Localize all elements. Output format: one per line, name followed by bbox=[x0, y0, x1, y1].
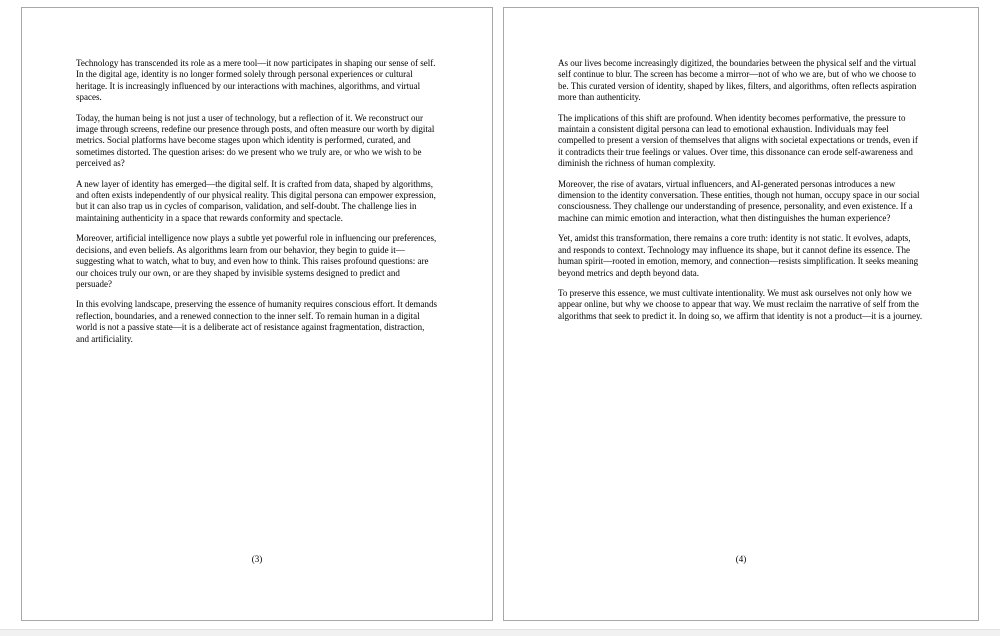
paragraph: Technology has transcended its role as a mere tool—it now participates in shaping our sense of self. In the digital age, identity is no longer formed solely through personal experiences or cultural heritage. It is increasingly influenced by our interactions with machines, algorithms, and virtual spaces. bbox=[76, 58, 436, 103]
paragraph: Yet, amidst this transformation, there remains a core truth: identity is not static. It evolves, adapts, and responds to context. Technology may influence its shape, but it cannot define its essence. The human spirit—rooted in emotion, memory, and connection—resists simplification. It seeks meaning beyond metrics and depth beyond data. bbox=[558, 233, 919, 278]
paragraph: Today, the human being is not just a user of technology, but a reflection of it. We reconstruct our image through screens, redefine our presence through posts, and often measure our worth by digital metrics. Social platforms have become stages upon which identity is performed, curated, and sometimes distorted. The question arises: do we present who we truly are, or who we wish to be perceived as? bbox=[76, 112, 435, 169]
paragraph: Moreover, artificial intelligence now plays a subtle yet powerful role in influencing our preferences, decisions, and even beliefs. As algorithms learn from our behavior, they begin to guide it—suggesting what to watch, what to buy, and even how to think. This raises profound questions: are our choices truly our own, or are they shaped by invisible systems designed to predict and persuade? bbox=[76, 233, 437, 289]
paragraph: To preserve this essence, we must cultivate intentionality. We must ask ourselves not only how we appear online, but why we choose to appear that way. We must reclaim the narrative of self from the algorithms that seek to predict it. In doing so, we affirm that identity is not a product—it is a journey. bbox=[558, 287, 923, 321]
document-page-3[interactable] bbox=[21, 7, 493, 621]
page-text-area bbox=[22, 8, 492, 345]
paragraph: Moreover, the rise of avatars, virtual influencers, and AI-generated personas introduces a new dimension to the identity conversation. These entities, though not human, occupy space in our social consciousness. They challenge our understanding of presence, personality, and even existence. If a machine can mimic emotion and interaction, what then distinguishes the human experience? bbox=[558, 178, 920, 223]
page-number: (4) bbox=[735, 554, 747, 564]
horizontal-scrollbar[interactable] bbox=[0, 629, 1000, 636]
document-page-4[interactable] bbox=[503, 7, 979, 621]
paragraph: In this evolving landscape, preserving the essence of humanity requires conscious effort. It demands reflection, boundaries, and a renewed connection to the inner self. To remain human in a digital world is not a passive state—it is a deliberate act of resistance against fragmentation, distraction, and artificiality. bbox=[76, 299, 437, 344]
paragraph: As our lives become increasingly digitized, the boundaries between the physical self and the virtual self continue to blur. The screen has become a mirror—not of who we are, but of who we choose to be. This curated version of identity, shaped by likes, filters, and algorithms, often reflects aspiration more than authenticity. bbox=[558, 58, 917, 103]
paragraph: The implications of this shift are profound. When identity becomes performative, the pressure to maintain a consistent digital persona can lead to emotional exhaustion. Individuals may feel compelled to present a version of themselves that aligns with societal expectations or trends, even if it contradicts their true feelings or values. Over time, this dissonance can erode self-awareness and diminish the richness of human complexity. bbox=[558, 112, 918, 169]
page-number: (3) bbox=[251, 554, 263, 564]
page-text-area bbox=[504, 8, 978, 322]
paragraph: A new layer of identity has emerged—the digital self. It is crafted from data, shaped by algorithms, and often exists independently of our physical reality. This digital persona can empower expression, but it can also trap us in cycles of comparison, validation, and self-doubt. The challenge lies in maintaining authenticity in a space that rewards conformity and spectacle. bbox=[76, 178, 436, 223]
